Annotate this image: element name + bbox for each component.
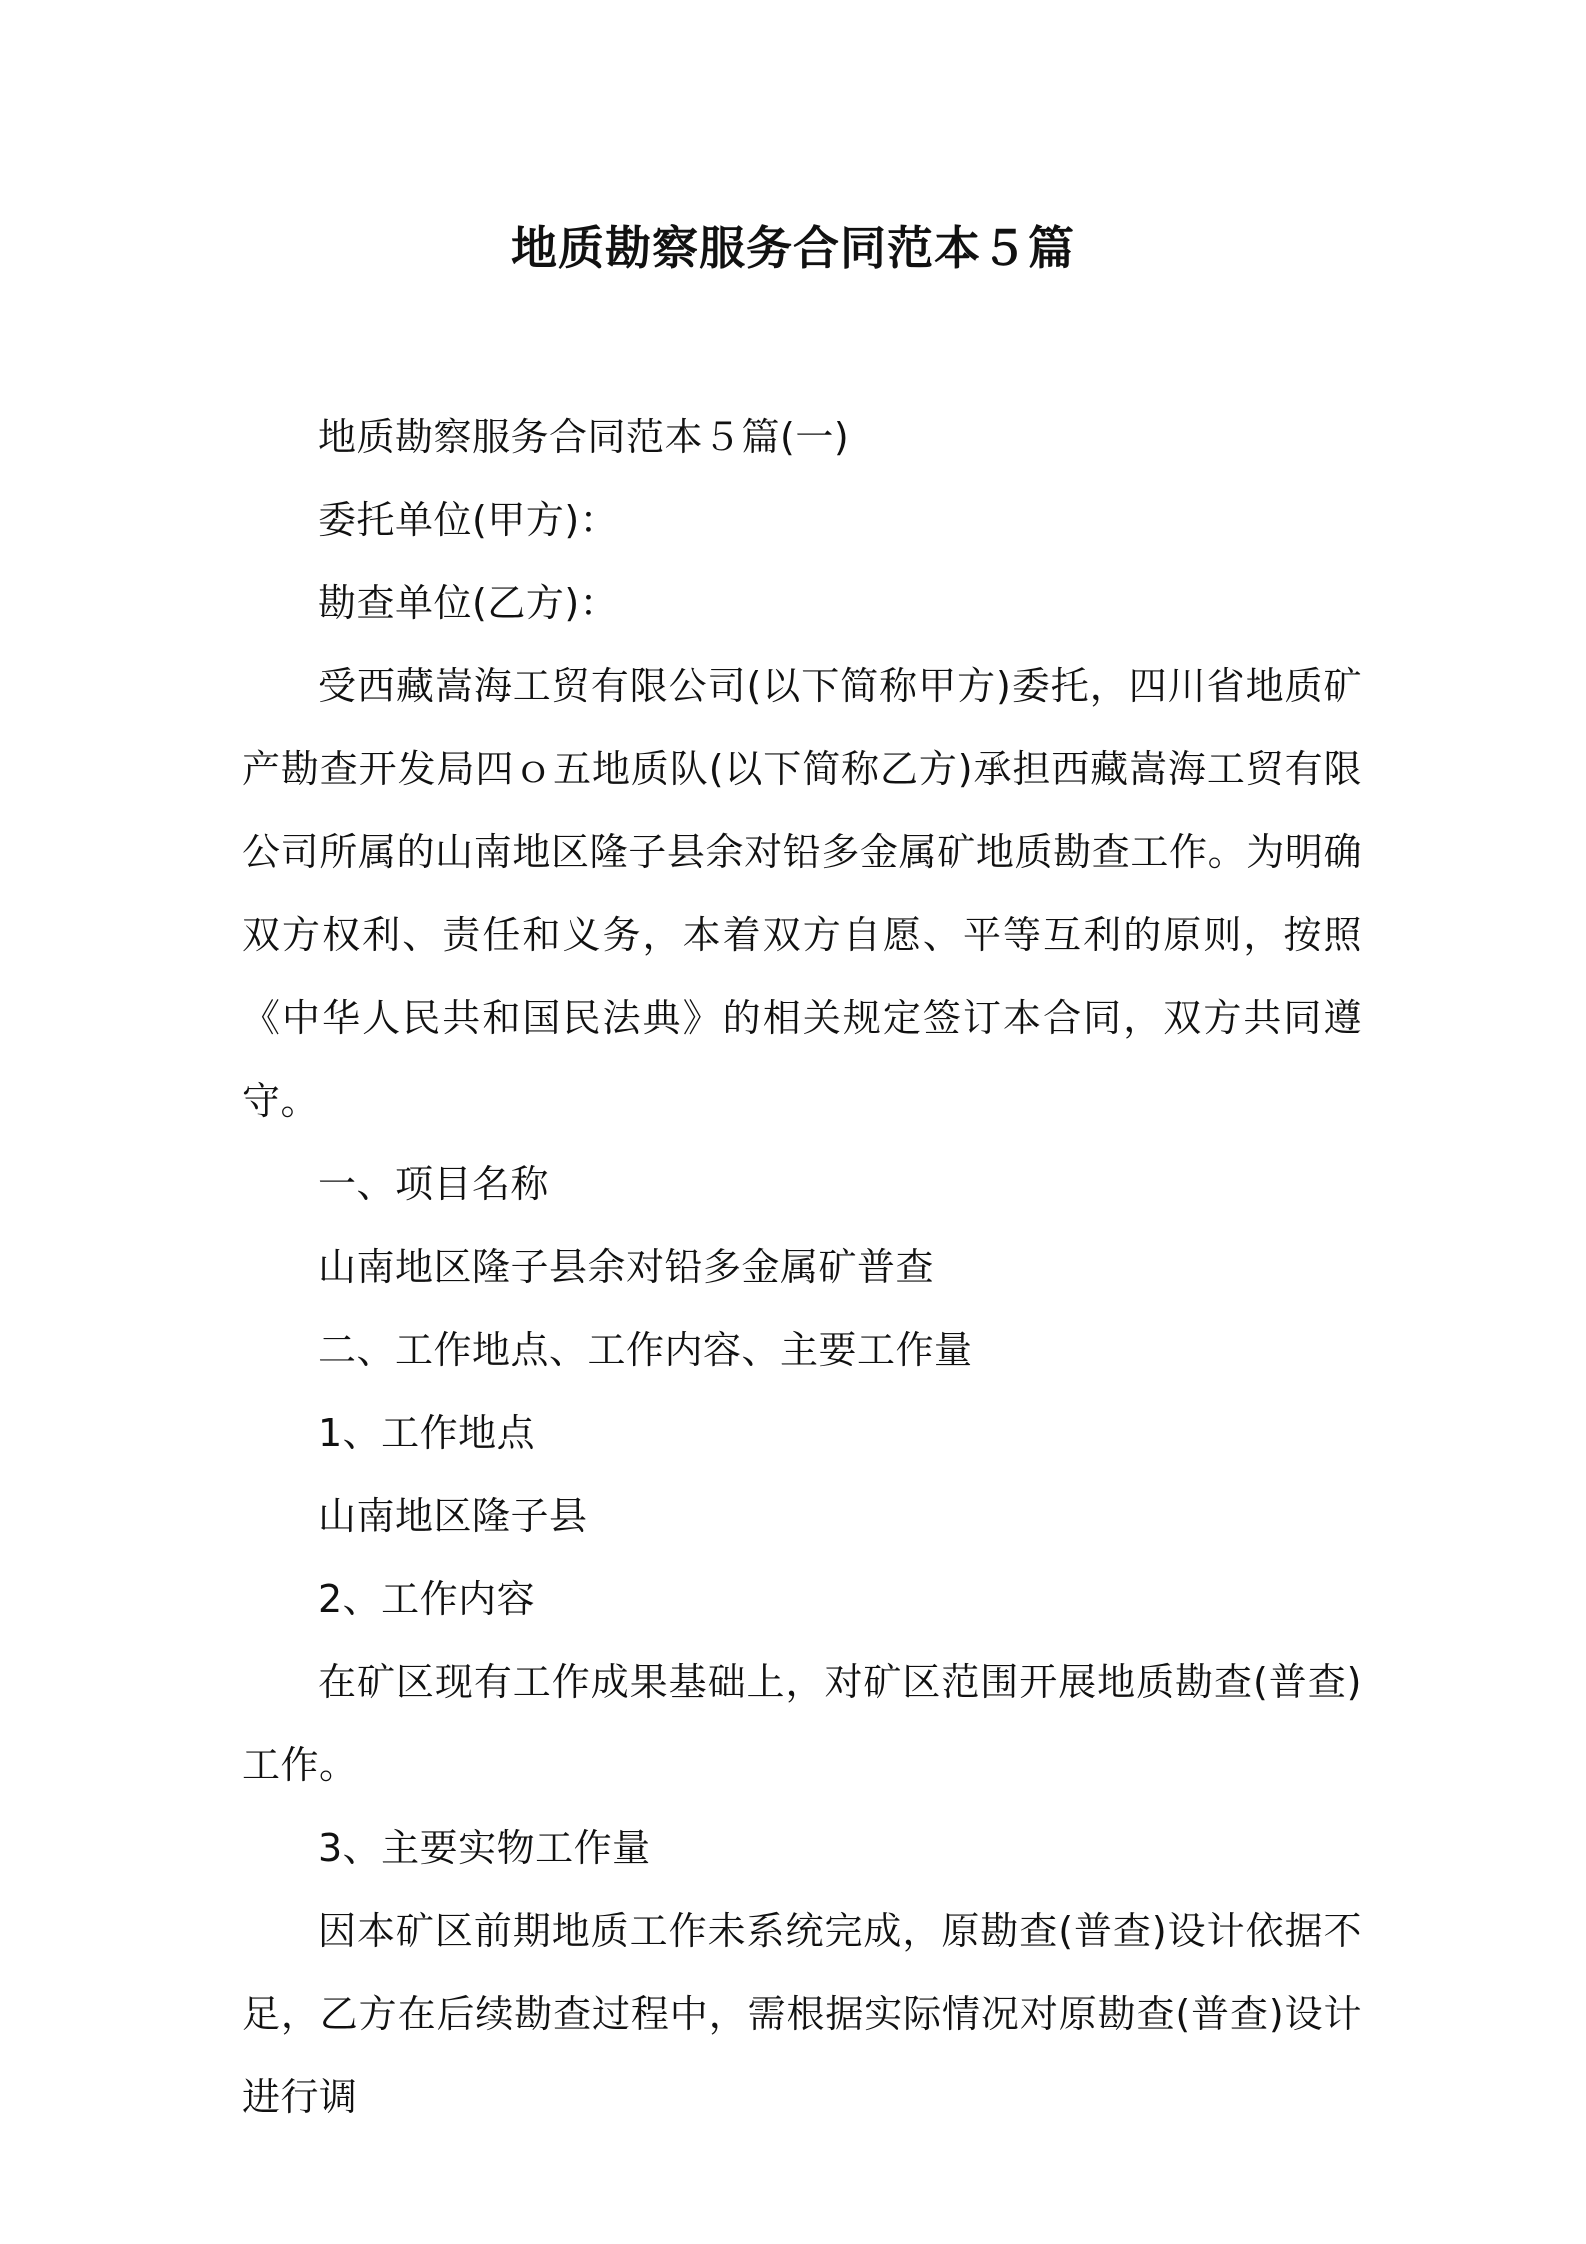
work-content-text: 在矿区现有工作成果基础上，对矿区范围开展地质勘查(普查)工作。 [242,1660,1362,1787]
intro-paragraph: 受西藏嵩海工贸有限公司(以下简称甲方)委托，四川省地质矿产勘查开发局四ｏ五地质队(以下简称乙方)承担西藏嵩海工贸有限公司所属的山南地区隆子县余对铅多金属矿地质勘查工作。为明确双方权利、责任和义务，本着双方自愿、平等互利的原则，按照《中华人民共和国民法典》的相关规定签订本合同，双方共同遵守。 [242,664,1362,1123]
document-body [242,396,1362,2139]
document-title: 地质勘察服务合同范本５篇 [511,221,1075,275]
subheading-work-content: 2、工作内容 [318,1577,536,1621]
subheading-workload: 3、主要实物工作量 [318,1826,651,1870]
article-heading-work: 二、工作地点、工作内容、主要工作量 [318,1328,973,1372]
workload-text: 因本矿区前期地质工作未系统完成，原勘查(普查)设计依据不足，乙方在后续勘查过程中，需根据实际情况对原勘查(普查)设计进行调 [242,1909,1362,2119]
party-b-line: 勘查单位(乙方)： [318,581,619,625]
article-heading-project-name: 一、项目名称 [318,1162,550,1206]
party-a-line: 委托单位(甲方)： [318,498,619,542]
subheading-work-location: 1、工作地点 [318,1411,536,1455]
work-location-text: 山南地区隆子县 [318,1494,588,1538]
section-heading: 地质勘察服务合同范本５篇(一) [318,415,850,459]
project-name-text: 山南地区隆子县余对铅多金属矿普查 [318,1245,935,1289]
